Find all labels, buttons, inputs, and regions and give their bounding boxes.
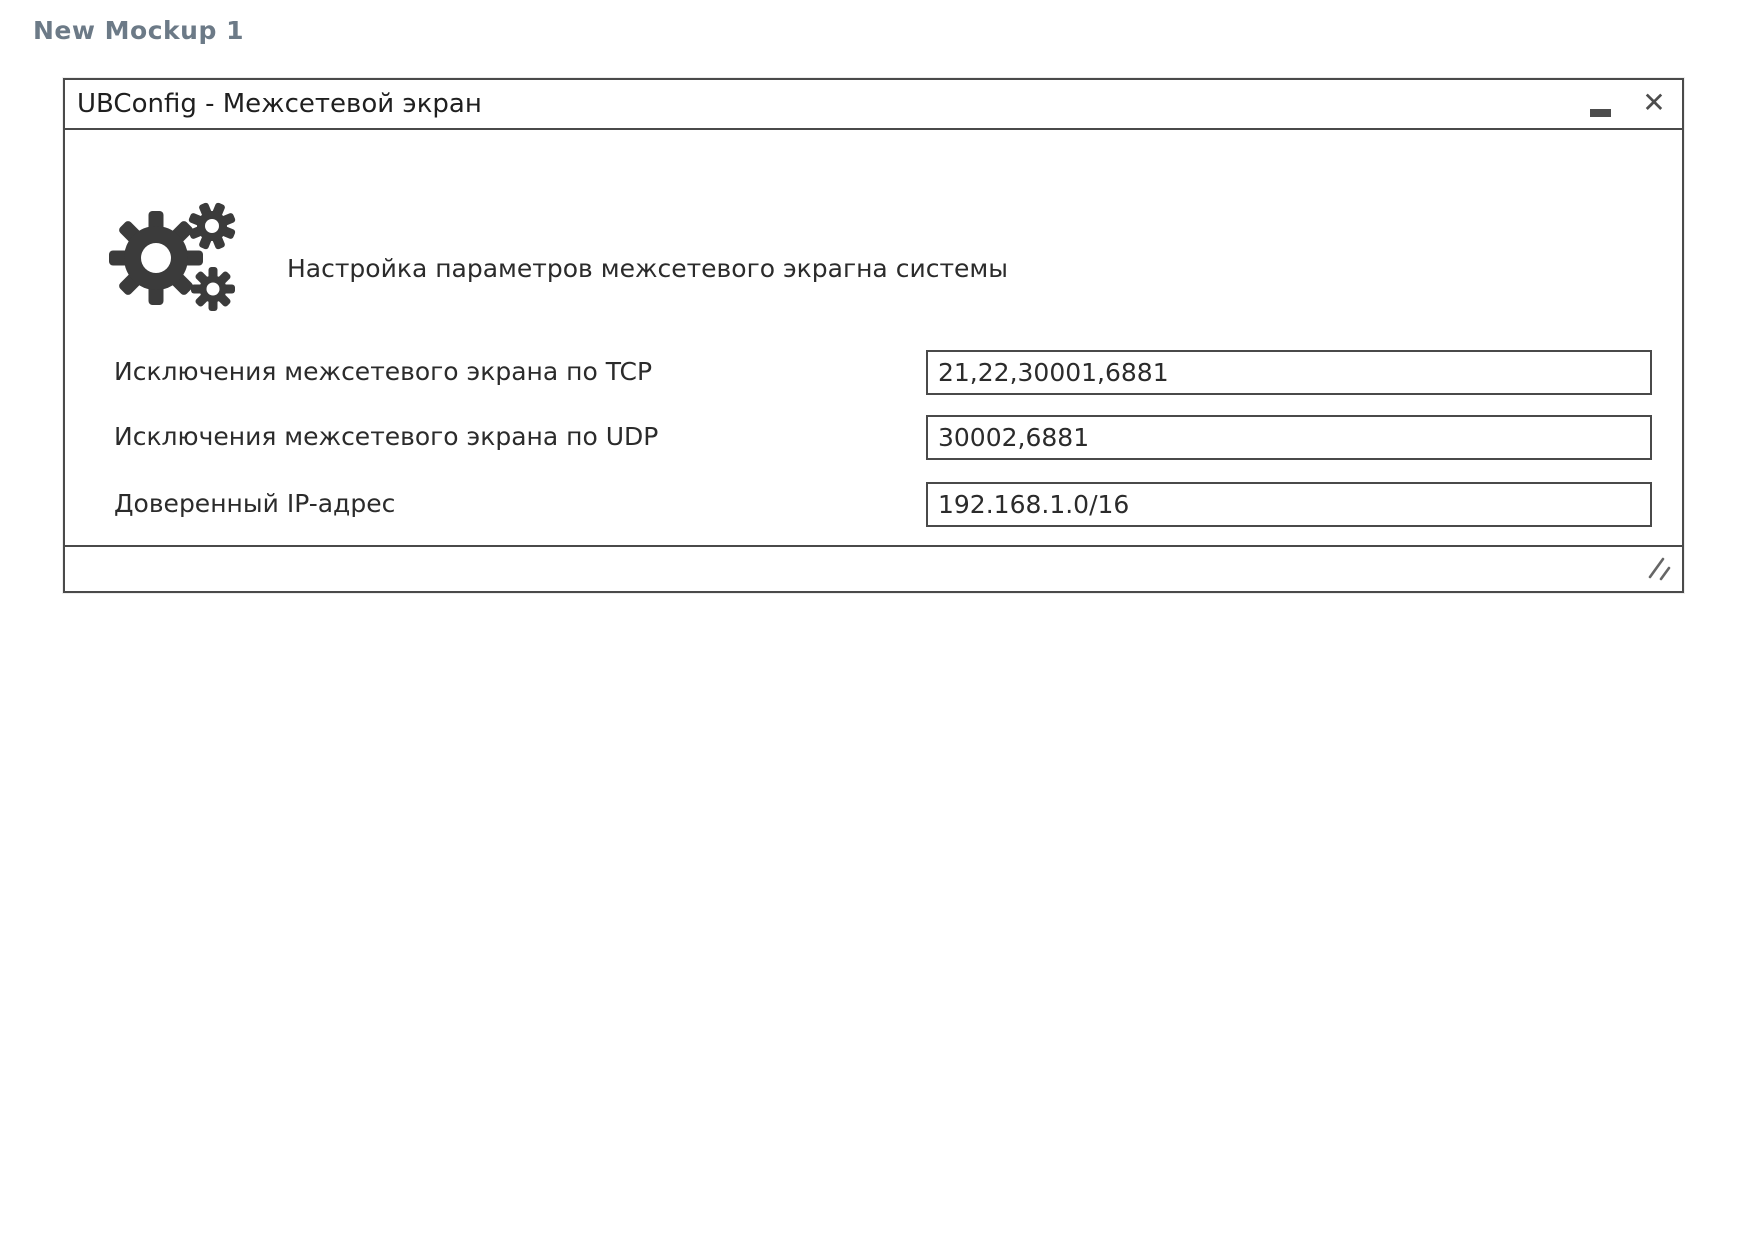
window-description: Настройка параметров межсетевого экрагна системы bbox=[287, 254, 1008, 283]
resize-grip-icon[interactable] bbox=[1647, 556, 1673, 582]
field-label-tcp-exceptions: Исключения межсетевого экрана по TCP bbox=[114, 357, 653, 386]
close-icon: ✕ bbox=[1642, 86, 1666, 119]
trusted-ip-input[interactable] bbox=[926, 482, 1652, 527]
gears-icon bbox=[109, 200, 239, 312]
mockup-title: New Mockup 1 bbox=[33, 16, 244, 45]
field-label-udp-exceptions: Исключения межсетевого экрана по UDP bbox=[114, 422, 659, 451]
minimize-icon bbox=[1590, 109, 1611, 117]
minimize-button[interactable] bbox=[1580, 80, 1620, 128]
udp-exceptions-input[interactable] bbox=[926, 415, 1652, 460]
window-content bbox=[65, 130, 1682, 545]
config-window bbox=[63, 78, 1684, 593]
statusbar bbox=[65, 545, 1682, 591]
window-title: UBConfig - Межсетевой экран bbox=[77, 89, 482, 119]
tcp-exceptions-input[interactable] bbox=[926, 350, 1652, 395]
field-label-trusted-ip: Доверенный IP-адрес bbox=[114, 489, 396, 518]
window-titlebar[interactable] bbox=[65, 80, 1682, 130]
close-button[interactable] bbox=[1634, 80, 1674, 128]
